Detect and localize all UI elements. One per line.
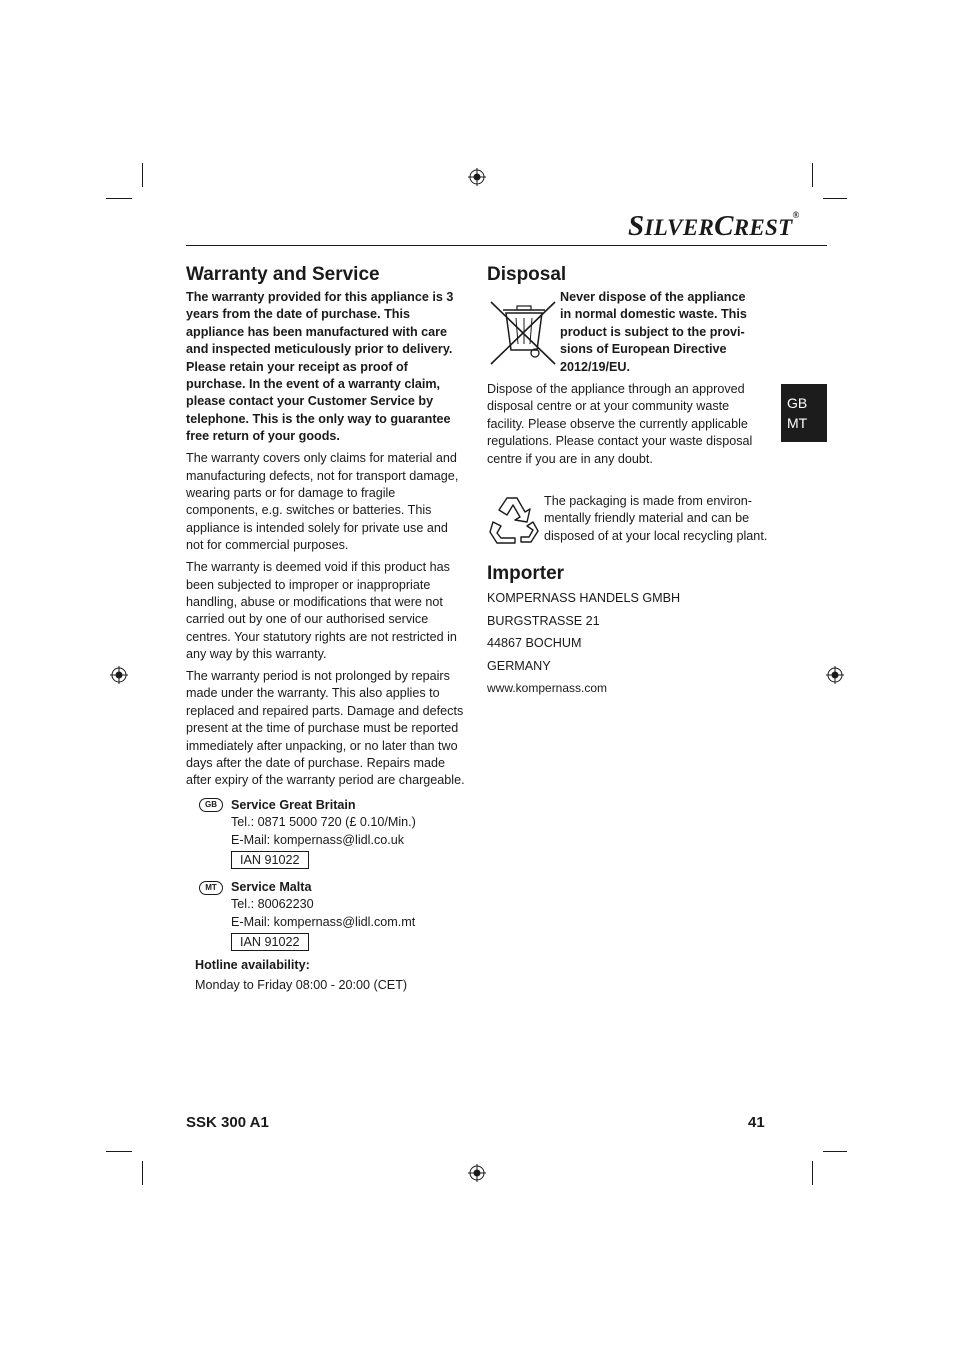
disposal-warning: Never dispose of the appliance in normal domestic waste. This product is subject to the provi- sions of European Directive 2012/19/EU. (560, 290, 747, 374)
warranty-heading: Warranty and Service (186, 264, 380, 285)
country-badge-gb: GB (199, 798, 223, 812)
service-gb-email: E-Mail: kompernass@lidl.co.uk (231, 832, 405, 847)
footer-model: SSK 300 A1 (186, 1114, 269, 1131)
importer-line: BURGSTRASSE 21 (487, 613, 600, 628)
warranty-body (186, 289, 468, 794)
crop-mark (106, 1151, 132, 1152)
footer-page-number: 41 (748, 1114, 765, 1131)
language-tab: GB MT (781, 384, 827, 442)
service-gb-tel: Tel.: 0871 5000 720 (£ 0.10/Min.) (231, 815, 416, 830)
packaging-text: The packaging is made from environ- mentally friendly material and can be disposed of at your local recycling plant. (544, 494, 768, 543)
importer-line: KOMPERNASS HANDELS GMBH (487, 591, 681, 605)
ian-number: IAN 91022 (231, 851, 309, 869)
importer-heading: Importer (487, 563, 565, 584)
crop-mark (142, 163, 143, 187)
crop-mark (106, 198, 132, 199)
brand-logo: SILVERCREST® (628, 210, 800, 242)
country-badge-mt: MT (199, 881, 223, 895)
hotline-label: Hotline availability: (195, 958, 310, 972)
crop-mark (812, 1161, 813, 1185)
registration-mark-icon (468, 168, 486, 186)
registration-mark-icon (468, 1164, 486, 1182)
crop-mark (142, 1161, 143, 1185)
importer-line: 44867 BOCHUM (487, 636, 582, 650)
recycle-icon (487, 492, 541, 546)
hotline-hours: Monday to Friday 08:00 - 20:00 (CET) (195, 978, 408, 992)
service-mt-tel: Tel.: 80062230 (231, 897, 314, 912)
disposal-text: Dispose of the appliance through an approved disposal centre or at your community waste facility. Please observe the currently applicable regulations. Please contact your waste disposal centre if you are in any doubt. (487, 382, 753, 466)
crossed-bin-icon (487, 298, 559, 368)
disposal-heading: Disposal (487, 264, 567, 285)
crop-mark (812, 163, 813, 187)
service-gb (231, 797, 471, 870)
service-mt-email: E-Mail: kompernass@lidl.com.mt (231, 914, 416, 929)
service-gb-title: Service Great Britain (231, 798, 356, 812)
registration-mark-icon (110, 666, 128, 684)
warranty-paragraph: The warranty period is not prolonged by repairs made under the warranty. This also applies to replaced and repaired parts. Damage and defects present at the time of purchase must be reported immediately after unpacking, or no later than two days after the date of purchase. Repairs made after expiry of the warranty period are chargeable. (186, 669, 465, 788)
warranty-paragraph: The warranty covers only claims for material and manufacturing defects, not for transport damage, wearing parts or for damage to fragile components, e.g. switches or batteries. This appliance is intended solely for private use and not for commercial purposes. (186, 451, 459, 553)
importer-website: www.kompernass.com (487, 681, 608, 695)
warranty-paragraph: The warranty is deemed void if this product has been subjected to improper or inappropriate handling, abuse or modifications that were not carried out by one of our authorised service centres. Your statutory rights are not restricted in any way by this warranty. (186, 560, 457, 662)
importer-line: GERMANY (487, 658, 551, 673)
service-mt (231, 879, 471, 952)
service-mt-title: Service Malta (231, 880, 312, 894)
crop-mark (823, 1151, 847, 1152)
registration-mark-icon (826, 666, 844, 684)
warranty-paragraph: The warranty provided for this appliance is 3 years from the date of purchase. This appliance has been manufactured with care and inspected meticulously prior to delivery. Please retain your receipt as proof of purchase. In the event of a warranty claim, please contact your Customer Service by telephone. This is the only way to guarantee free return of your goods. (186, 290, 454, 444)
header-rule (186, 245, 827, 246)
crop-mark (823, 198, 847, 199)
ian-number: IAN 91022 (231, 933, 309, 951)
importer-address (487, 587, 769, 700)
